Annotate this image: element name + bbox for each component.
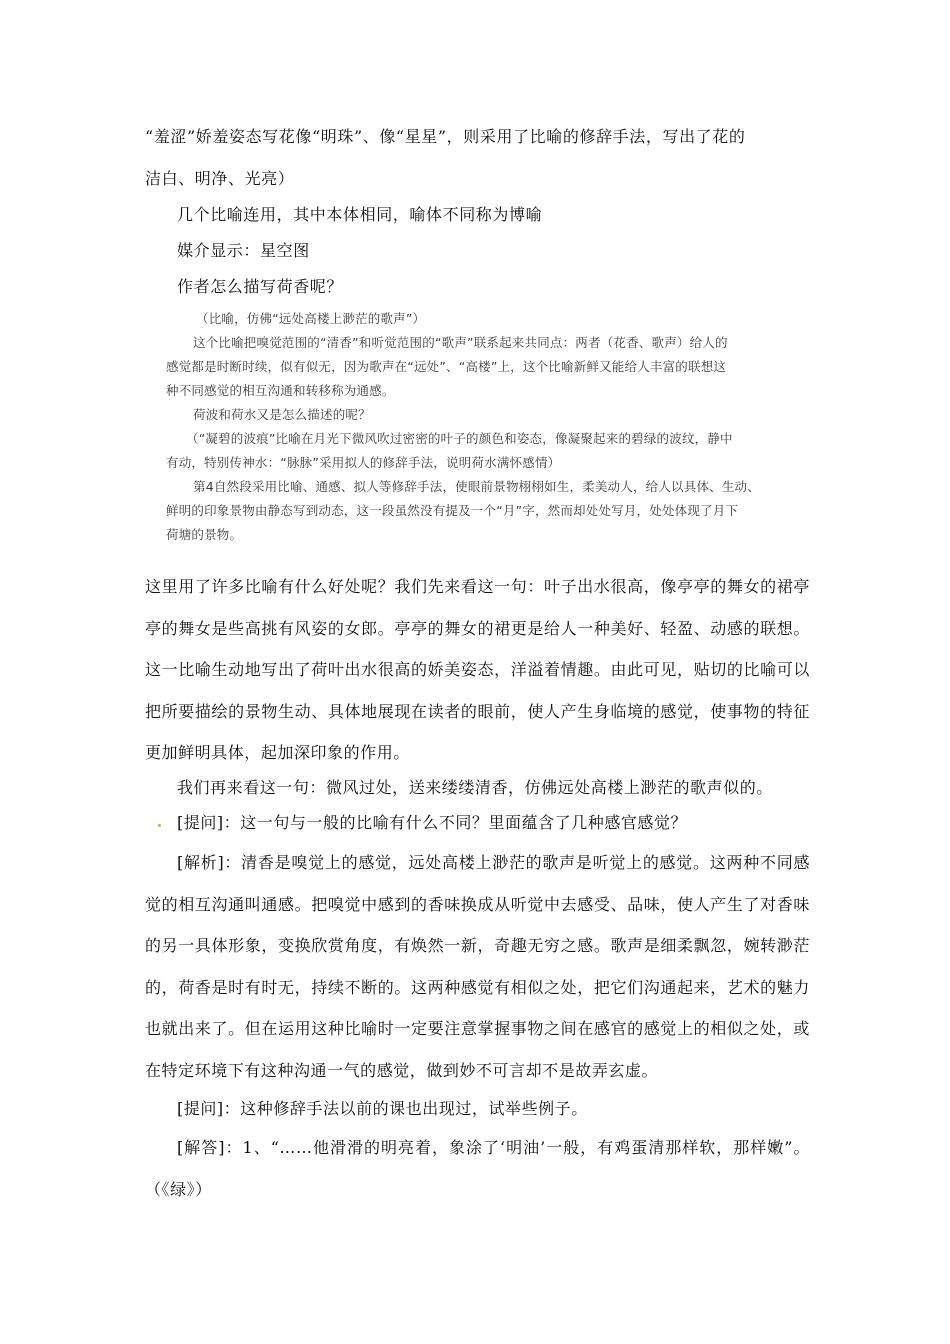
image-text-line: （比喻，仿佛“远处高楼上渺茫的歌声”） [196, 311, 426, 326]
image-text-line: （“凝碧的波痕”比喻在月光下微风吹过密密的叶子的颜色和姿态，像凝聚起来的碧绿的波纹，静中 [186, 431, 733, 446]
decorative-dot [158, 824, 161, 827]
image-text-line: 荷塘的景物。 [166, 527, 243, 542]
text-line: “羞涩”娇羞姿态写花像“明珠”、像“星星”，则采用了比喻的修辞手法，写出了花的 [145, 127, 746, 146]
embedded-text-image [166, 310, 766, 552]
body-paragraph: 我们再来看这一句：微风过处，送来缕缕清香，仿佛远处高楼上渺茫的歌声似的。 [177, 778, 773, 797]
image-text-line: 鲜明的印象景物由静态写到动态，这一段虽然没有提及一个“月”字，然而却处处写月，处处体现了月下 [166, 503, 739, 518]
text-line: 媒介显示：星空图 [177, 241, 310, 260]
image-text-line: 感觉都是时断时续，似有似无，因为歌声在“远处”、“高楼”上，这个比喻新鲜又能给人丰富的联想这 [166, 359, 727, 374]
text-line: 洁白、明净、光亮） [145, 169, 295, 188]
answer-paragraph: [解答]：1、“……他滑滑的明亮着，象涂了‘明油’一般，有鸡蛋清那样软，那样嫩”。（《绿》） [145, 1138, 810, 1199]
image-text-line: 荷波和荷水又是怎么描述的呢？ [193, 407, 371, 422]
question-paragraph: [提问]：这一句与一般的比喻有什么不同？里面蕴含了几种感官感觉？ [177, 813, 688, 832]
body-paragraph: 这里用了许多比喻有什么好处呢？我们先来看这一句：叶子出水很高，像亭亭的舞女的裙亭亭的舞女是些高挑有风姿的女郎。亭亭的舞女的裙更是给人一种美好、轻盈、动感的联想。这一比喻生动地写出了荷叶出水很高的娇美姿态，洋溢着情趣。由此可见，贴切的比喻可以把所要描绘的景物生动、具体地展现在读者的眼前，使人产生身临境的感觉，使事物的特征更加鲜明具体，起加深印象的作用。 [145, 577, 810, 762]
image-text-line: 有动，特别传神水：“脉脉”采用拟人的修辞手法，说明荷水满怀感情） [166, 455, 561, 470]
text-line: 作者怎么描写荷香呢？ [177, 277, 344, 296]
image-text-line: 第4自然段采用比喻、通感、拟人等修辞手法，使眼前景物栩栩如生，柔美动人，给人以具体、生动、 [193, 479, 760, 494]
image-text-line: 种不同感觉的相互沟通和转移称为通感。 [166, 383, 395, 398]
text-line: 几个比喻连用，其中本体相同，喻体不同称为博喻 [177, 205, 543, 224]
question-paragraph: [提问]：这种修辞手法以前的课也出现过，试举些例子。 [177, 1099, 588, 1118]
image-text-line: 这个比喻把嗅觉范围的“清香”和听觉范围的“歌声”联系起来共同点：两者（花香、歌声）给人的 [193, 335, 728, 350]
analysis-paragraph: [解析]：清香是嗅觉上的感觉，远处高楼上渺茫的歌声是听觉上的感觉。这两种不同感觉的相互沟通叫通感。把嗅觉中感到的香味换成从听觉中去感受、品味，使人产生了对香味的另一具体形象，变换欣赏角度，有焕然一新，奇趣无穷之感。歌声是细柔飘忽，婉转渺茫的，荷香是时有时无，持续不断的。这两种感觉有相似之处，把它们沟通起来，艺术的魅力也就出来了。但在运用这种比喻时一定要注意掌握事物之间在感官的感觉上的相似之处，或在特定环境下有这种沟通一气的感觉，做到妙不可言却不是故弄玄虚。 [145, 853, 810, 1080]
